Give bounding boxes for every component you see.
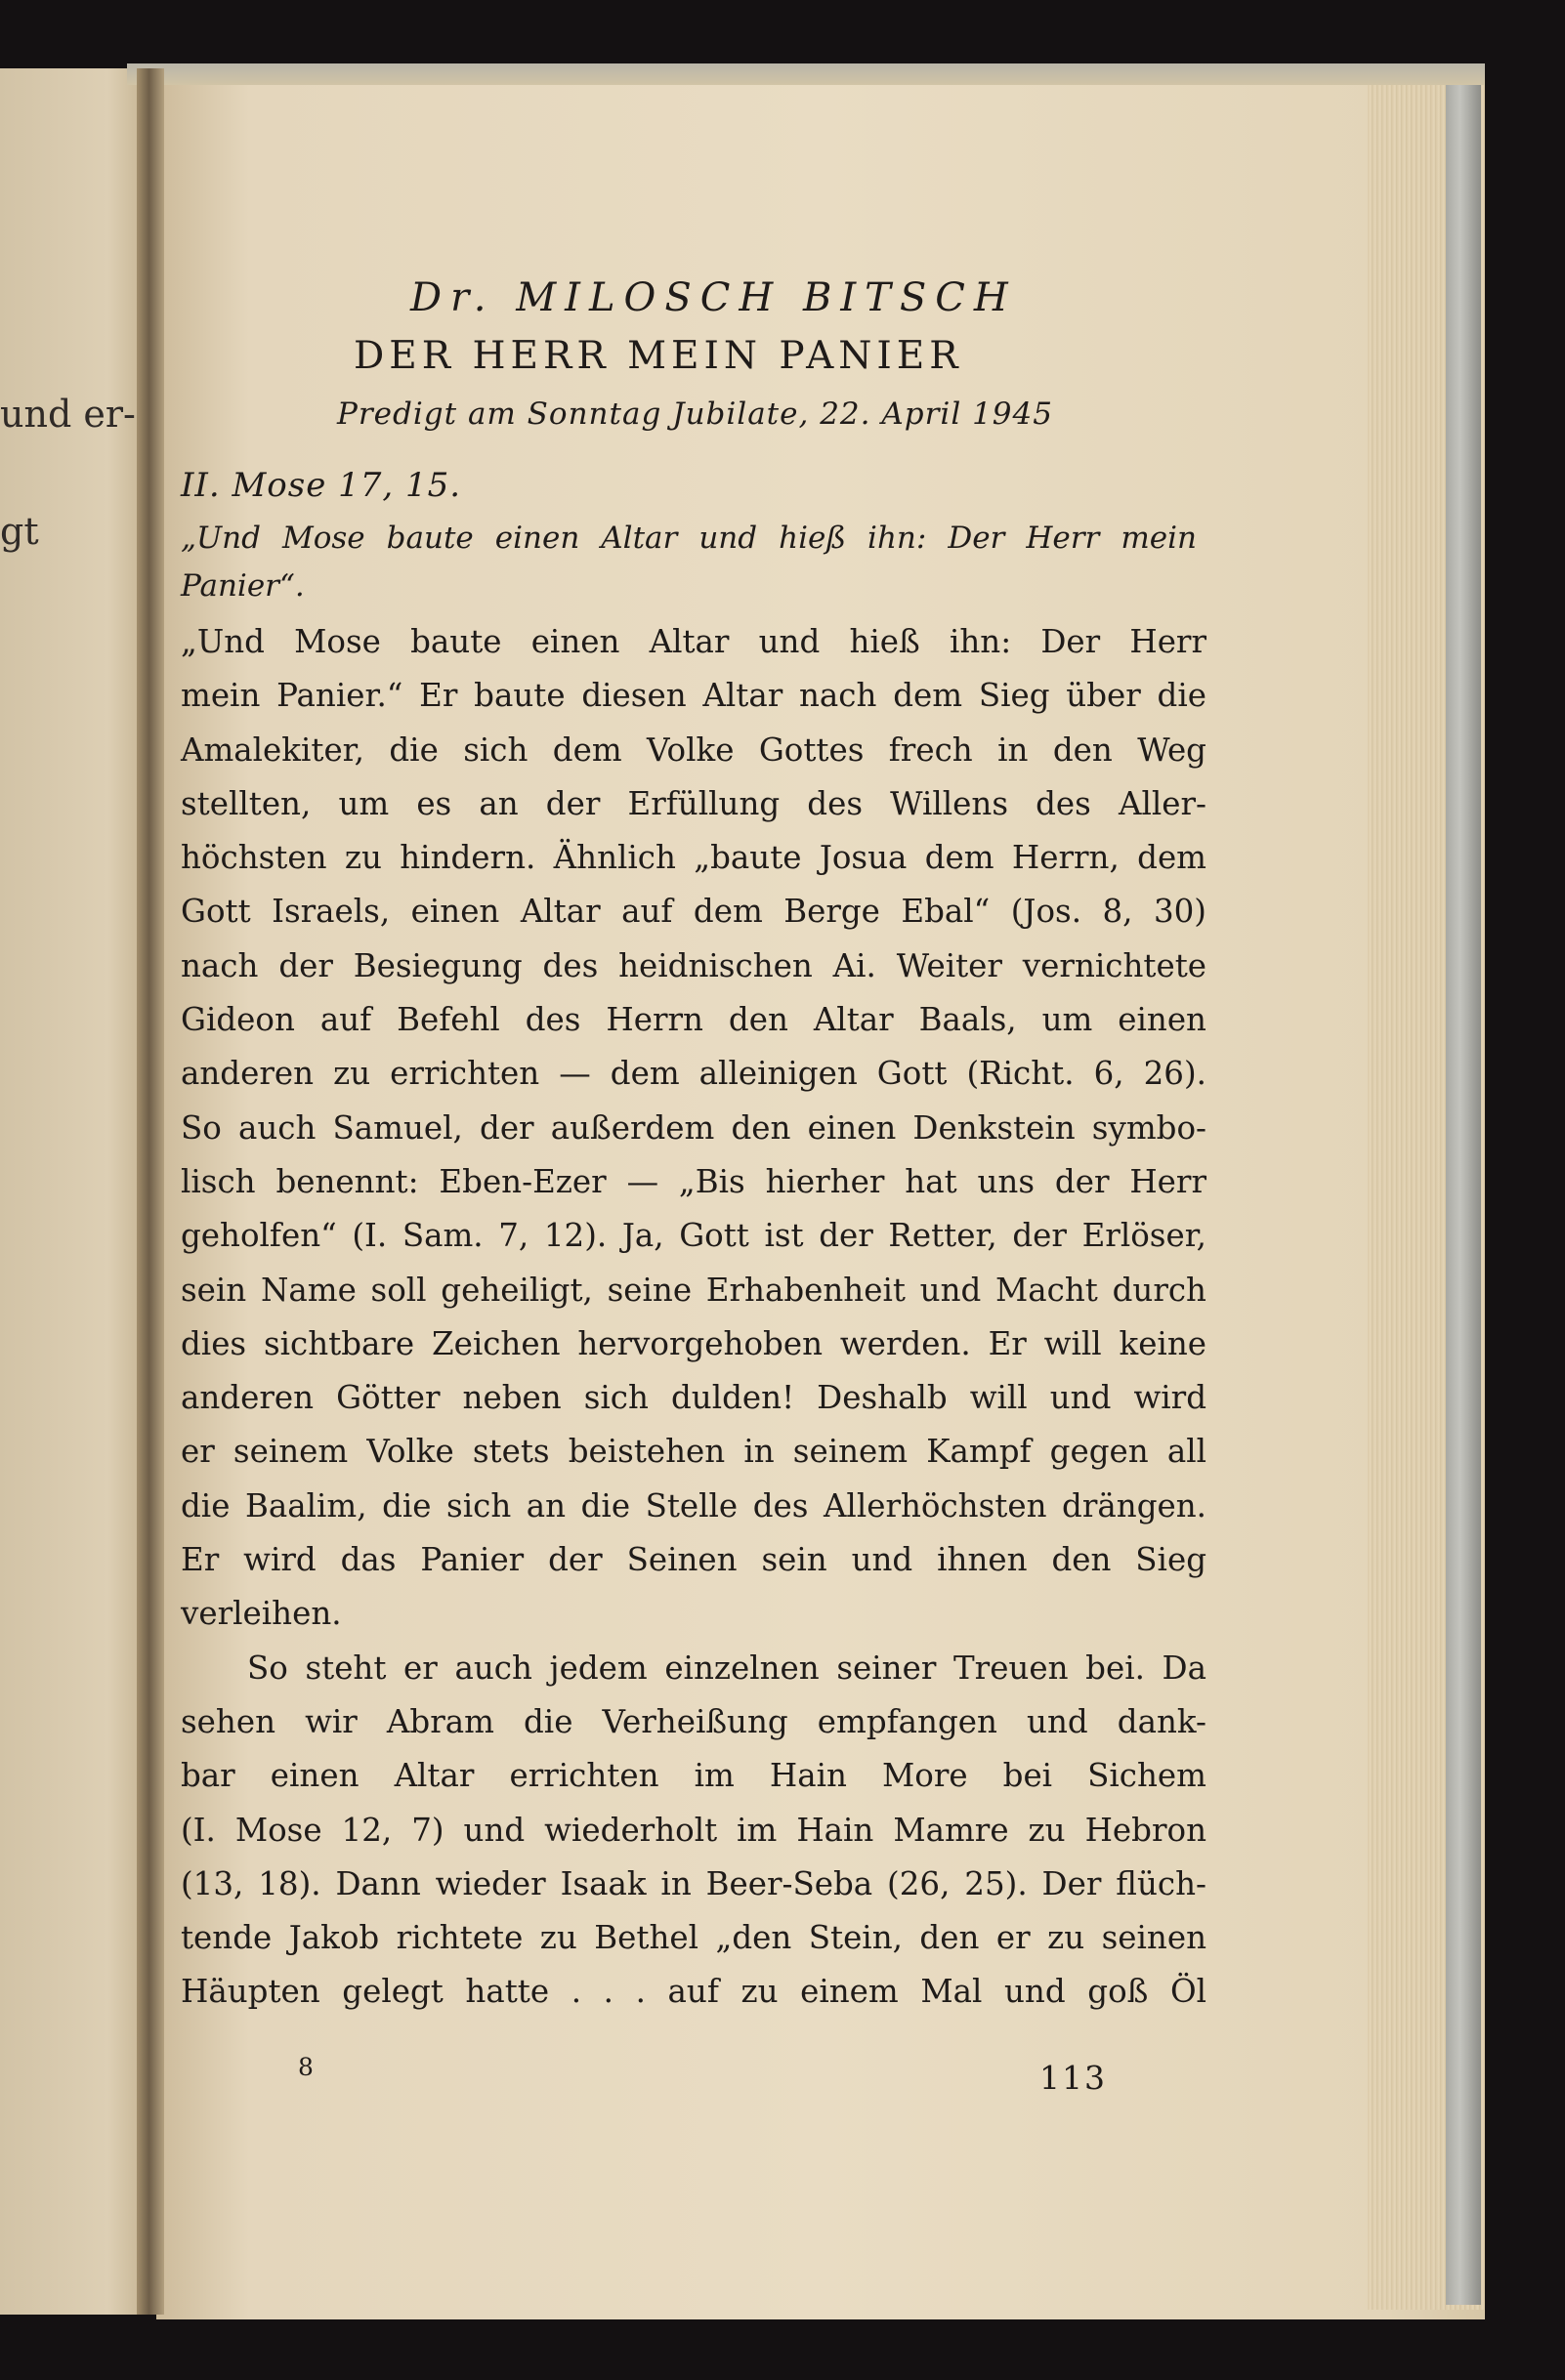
text-line: Er wird das Panier der Seinen sein und ihnen den Sieg (181, 1541, 1206, 1579)
body-text (181, 615, 1206, 2020)
text-line: die Baalim, die sich an die Stelle des Allerhöchsten drängen. (181, 1486, 1206, 1524)
text-line: verleihen. (181, 1595, 342, 1633)
left-page-text-fragment: und er- (0, 393, 136, 436)
author-line: Dr. MILOSCH BITSCH (410, 275, 1017, 320)
left-page-text-fragment: gt (0, 510, 39, 553)
text-line: So steht er auch jedem einzelnen seiner Treuen bei. Da (247, 1649, 1206, 1687)
text-line: sein Name soll geheiligt, seine Erhabenheit und Macht durch (181, 1271, 1206, 1309)
text-line: höchsten zu hindern. Ähnlich „baute Josua dem Herrn, dem (181, 839, 1206, 877)
text-line: So auch Samuel, der außerdem den einen Denkstein symbo- (181, 1108, 1206, 1147)
text-line: sehen wir Abram die Verheißung empfangen und dank- (181, 1702, 1206, 1740)
cover-edge (1446, 63, 1481, 2305)
sermon-title: DER HERR MEIN PANIER (354, 334, 963, 378)
text-line: (13, 18). Dann wieder Isaak in Beer-Seba (26, 25). Der flüch- (181, 1864, 1206, 1902)
text-line: Gideon auf Befehl des Herrn den Altar Baals, um einen (181, 1001, 1206, 1039)
text-line: tende Jakob richtete zu Bethel „den Stein, den er zu seinen (181, 1919, 1206, 1957)
text-line: dies sichtbare Zeichen hervorgehoben werden. Er will keine (181, 1324, 1206, 1362)
text-line: geholfen“ (I. Sam. 7, 12). Ja, Gott ist der Retter, der Erlöser, (181, 1217, 1206, 1255)
scripture-quote: „Und Mose baute einen Altar und hieß ihn: Der Herr mein Panier“. (181, 521, 1197, 604)
left-page (0, 68, 154, 2315)
text-line: anderen Götter neben sich dulden! Deshalb will und wird (181, 1379, 1206, 1417)
sermon-subtitle: Predigt am Sonntag Jubilate, 22. April 1945 (337, 397, 1053, 432)
text-line: Häupten gelegt hatte . . . auf zu einem Mal und goß Öl (181, 1973, 1206, 2011)
text-line: mein Panier.“ Er baute diesen Altar nach dem Sieg über die (181, 677, 1206, 715)
text-line: nach der Besiegung des heidnischen Ai. Weiter vernichtete (181, 946, 1206, 984)
signature-mark: 8 (298, 2053, 314, 2081)
page-number: 113 (1039, 2059, 1107, 2097)
scripture-reference: II. Mose 17, 15. (181, 466, 462, 505)
text-line: lisch benennt: Eben-Ezer — „Bis hierher hat uns der Herr (181, 1162, 1206, 1200)
text-line: stellten, um es an der Erfüllung des Willens des Aller- (181, 784, 1206, 822)
top-edge (127, 63, 1485, 85)
text-line: er seinem Volke stets beistehen in seinem Kampf gegen all (181, 1433, 1206, 1471)
text-line: bar einen Altar errichten im Hain More bei Sichem (181, 1757, 1206, 1795)
text-line: Gott Israels, einen Altar auf dem Berge Ebal“ (Jos. 8, 30) (181, 893, 1206, 931)
text-line: anderen zu errichten — dem alleinigen Gott (Richt. 6, 26). (181, 1055, 1206, 1093)
text-line: „Und Mose baute einen Altar und hieß ihn: Der Herr (181, 623, 1206, 660)
text-line: (I. Mose 12, 7) und wiederholt im Hain Mamre zu Hebron (181, 1811, 1206, 1849)
book-gutter (137, 68, 164, 2315)
text-line: Amalekiter, die sich dem Volke Gottes frech in den Weg (181, 731, 1206, 769)
